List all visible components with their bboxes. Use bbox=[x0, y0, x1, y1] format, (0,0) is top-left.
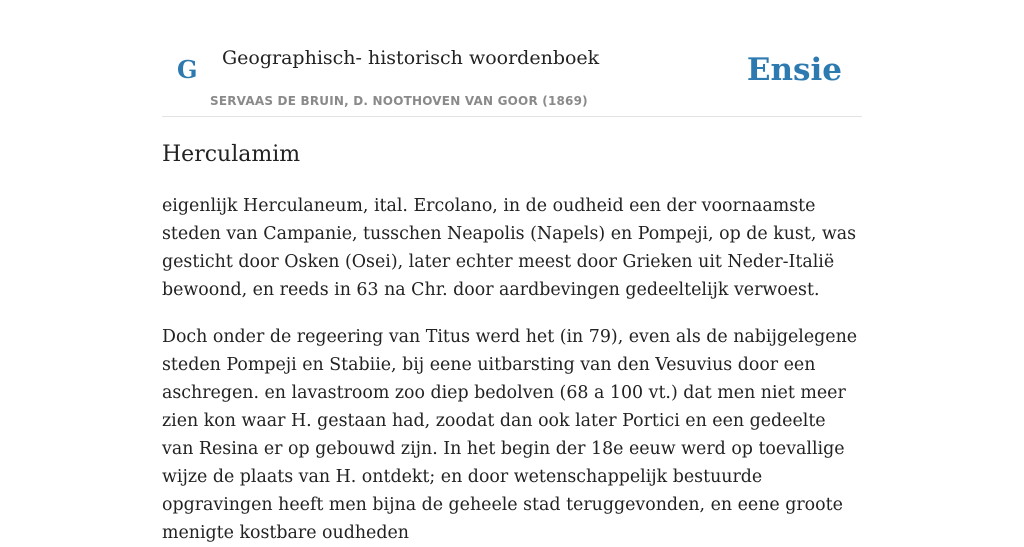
ensie-logo[interactable]: Ensie bbox=[746, 52, 842, 88]
entry-paragraph: eigenlijk Herculaneum, ital. Ercolano, in de oudheid een der voornaamste steden van Campanie, tusschen Neapolis (Napels) en Pompeji, op de kust, was gesticht door Osken (Osei), later echter meest door Grieken uit Neder-Italië bewoond, en reeds in 63 na Chr. door aardbevingen gedeeltelijk verwoest. bbox=[162, 196, 857, 300]
header bbox=[162, 0, 862, 117]
book-title-link[interactable]: Geographisch- historisch woordenboek bbox=[222, 47, 600, 69]
dictionary-logo[interactable]: G bbox=[177, 55, 198, 84]
entry-title: Herculamim bbox=[162, 142, 301, 167]
entry-paragraph: Doch onder de regeering van Titus werd het (in 79), even als de nabijgelegene steden Pompeji en Stabiie, bij eene uitbarsting van den Vesuvius door een aschregen. en lavastroom zoo diep bedolven (68 a 100 vt.) dat men niet meer zien kon waar H. gestaan had, zoodat dan ook later Portici en een gedeelte van Resina er op gebouwd zijn. In het begin der 18e eeuw werd op toevallige wijze de plaats van H. ontdekt; en door wetenschappelijk bestuurde opgravingen heeft men bijna de geheele stad teruggevonden, en eene groote menigte kostbare oudheden bbox=[162, 327, 858, 543]
book-authors: SERVAAS DE BRUIN, D. NOOTHOVEN VAN GOOR (1869) bbox=[210, 94, 588, 108]
entry-content bbox=[162, 140, 862, 547]
